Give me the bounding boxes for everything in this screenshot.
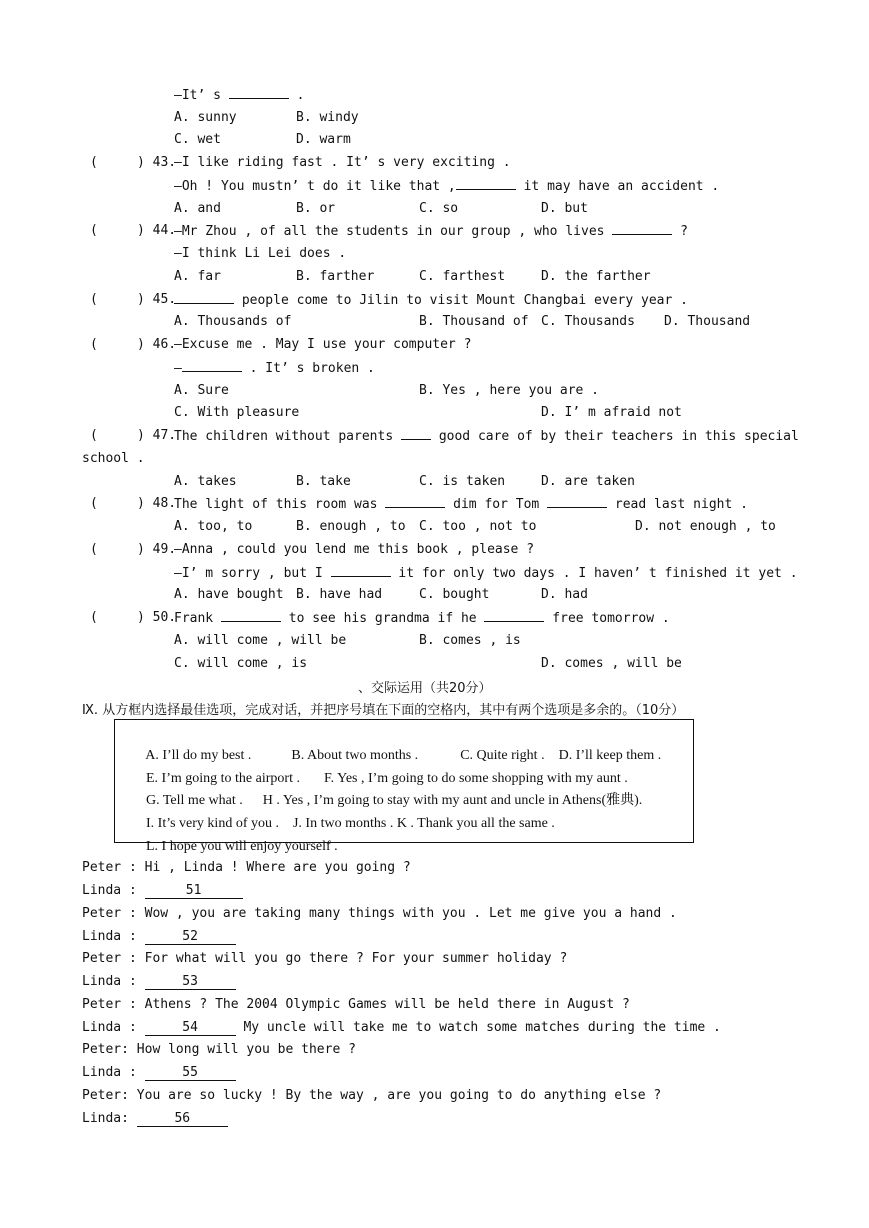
answer-blank-56[interactable]: 56	[137, 1111, 228, 1127]
q44-blank[interactable]	[612, 222, 672, 235]
speaker: Linda:	[82, 1111, 129, 1126]
q48-option-c: C. too , not to	[419, 519, 537, 534]
q46-blank[interactable]	[182, 359, 242, 372]
q45-option-d: D. Thousand	[664, 314, 751, 329]
option-e: E. I’m going to the airport .	[146, 771, 300, 786]
q42-prompt: —It’ s	[174, 88, 221, 103]
dialogue-text: How long will you be there ?	[136, 1042, 356, 1057]
q47-option-a: A. takes	[174, 474, 237, 489]
q44-line2: —I think Li Lei does .	[174, 246, 347, 261]
q48-line1-c: read last night .	[614, 497, 748, 512]
q47-number: ( ) 47.	[90, 428, 177, 443]
option-a: A. I’ll do my best .	[145, 748, 252, 763]
q48-option-a: A. too, to	[174, 519, 253, 534]
q42-option-a: A. sunny	[174, 110, 237, 125]
q44-option-d: D. the farther	[541, 269, 651, 284]
option-j-k: J. In two months . K . Thank you all the same .	[292, 816, 555, 831]
dialogue-text: For what will you go there ? For your summer holiday ?	[144, 951, 568, 966]
q48-line1-a: The light of this room was	[174, 497, 378, 512]
dialogue-text: Hi , Linda ! Where are you going ?	[144, 860, 411, 875]
q49-blank[interactable]	[331, 564, 391, 577]
q43-number: ( ) 43.	[90, 155, 177, 170]
dialogue-line	[82, 1064, 236, 1082]
dialogue-line	[82, 859, 411, 877]
q43-option-b: B. or	[296, 201, 336, 216]
dialogue-line	[82, 973, 236, 991]
dialogue-line	[82, 1110, 228, 1128]
option-d: D. I’ll keep them .	[558, 748, 662, 763]
q50-line1-c: free tomorrow .	[552, 611, 670, 626]
q50-option-a: A. will come , will be	[174, 633, 347, 648]
speaker: Linda :	[82, 1020, 137, 1035]
q44-line1	[174, 222, 688, 241]
dialogue-text: My uncle will take me to watch some matches during the time .	[243, 1020, 721, 1035]
q47-option-c: C. is taken	[419, 474, 506, 489]
q46-option-a: A. Sure	[174, 383, 229, 398]
q49-option-c: C. bought	[419, 587, 490, 602]
q49-line2-a: —I’ m sorry , but I	[174, 566, 323, 581]
q45-line1-b: people come to Jilin to visit Mount Changbai every year .	[241, 293, 688, 308]
q49-line2	[174, 564, 798, 583]
dialogue-text: Athens ? The 2004 Olympic Games will be held there in August ?	[144, 997, 630, 1012]
q50-line1	[174, 609, 670, 628]
q43-option-a: A. and	[174, 201, 221, 216]
section-instruction: Ⅸ. 从方框内选择最佳选项，完成对话，并把序号填在下面的空格内，其中有两个选项是多余的。（10分）	[82, 703, 685, 718]
q45-option-b: B. Thousand of	[419, 314, 529, 329]
q48-line1-b: dim for Tom	[453, 497, 540, 512]
q45-number: ( ) 45.	[90, 292, 177, 307]
speaker: Peter :	[82, 860, 137, 875]
q49-number: ( ) 49.	[90, 542, 177, 557]
q45-option-c: C. Thousands	[541, 314, 635, 329]
q47-line2: school .	[82, 451, 145, 466]
q46-line1: —Excuse me . May I use your computer ?	[174, 337, 472, 352]
speaker: Peter :	[82, 906, 137, 921]
option-b: B. About two months .	[291, 748, 419, 763]
q46-option-b: B. Yes , here you are .	[419, 383, 600, 398]
q50-line1-b: to see his grandma if he	[288, 611, 477, 626]
answer-blank-52[interactable]: 52	[145, 929, 236, 945]
q45-line1	[174, 291, 688, 310]
option-g: G. Tell me what .	[146, 793, 243, 808]
dialogue-line	[82, 996, 630, 1014]
q43-option-c: C. so	[419, 201, 459, 216]
speaker: Linda :	[82, 974, 137, 989]
q50-option-b: B. comes , is	[419, 633, 521, 648]
answer-blank-51[interactable]: 51	[145, 883, 243, 899]
q49-option-a: A. have bought	[174, 587, 284, 602]
q49-option-b: B. have had	[296, 587, 383, 602]
speaker: Linda :	[82, 883, 137, 898]
q49-option-d: D. had	[541, 587, 588, 602]
q42-option-b: B. windy	[296, 110, 359, 125]
q49-line1: —Anna , could you lend me this book , please ?	[174, 542, 535, 557]
option-c: C. Quite right .	[460, 748, 545, 763]
dialogue-text: Wow , you are taking many things with you . Let me give you a hand .	[144, 906, 677, 921]
q48-line1	[174, 495, 748, 514]
q43-line2-a: —Oh ! You mustn’ t do it like that ,	[174, 179, 456, 194]
q48-number: ( ) 48.	[90, 496, 177, 511]
dialogue-line	[82, 905, 677, 923]
dialogue-line	[82, 1019, 721, 1037]
section-title: 、交际运用（共20分）	[358, 681, 492, 696]
q44-option-c: C. farthest	[419, 269, 506, 284]
q50-line1-a: Frank	[174, 611, 214, 626]
q44-number: ( ) 44.	[90, 223, 177, 238]
option-l: L. I hope you will enjoy yourself .	[146, 839, 338, 854]
q46-number: ( ) 46.	[90, 337, 177, 352]
q44-line1-b: ?	[680, 224, 688, 239]
q48-option-d: D. not enough , to	[635, 519, 776, 534]
answer-blank-53[interactable]: 53	[145, 974, 236, 990]
q49-line2-b: it for only two days . I haven’ t finished it yet .	[398, 566, 798, 581]
q44-option-a: A. far	[174, 269, 221, 284]
q43-line2	[174, 177, 719, 196]
q43-line2-b: it may have an accident .	[523, 179, 720, 194]
q47-option-d: D. are taken	[541, 474, 635, 489]
q50-number: ( ) 50.	[90, 610, 177, 625]
dialogue-line	[82, 950, 567, 968]
q48-blank-2[interactable]	[547, 495, 607, 508]
dialogue-text: You are so lucky ! By the way , are you going to do anything else ?	[136, 1088, 662, 1103]
answer-blank-54[interactable]: 54	[145, 1020, 236, 1036]
speaker: Peter :	[82, 997, 137, 1012]
q46-line2	[174, 359, 375, 378]
answer-blank-55[interactable]: 55	[145, 1065, 236, 1081]
option-i: I. It’s very kind of you .	[146, 816, 279, 831]
options-box	[114, 719, 694, 854]
q42-blank[interactable]	[229, 86, 289, 99]
q47-blank[interactable]	[401, 427, 431, 440]
speaker: Linda :	[82, 1065, 137, 1080]
q46-line2-a: —	[174, 361, 182, 376]
q43-blank[interactable]	[456, 177, 516, 190]
q50-blank-2[interactable]	[484, 609, 544, 622]
q47-option-b: B. take	[296, 474, 351, 489]
speaker: Linda :	[82, 929, 137, 944]
option-f: F. Yes , I’m going to do some shopping with my aunt .	[323, 771, 628, 786]
q50-blank-1[interactable]	[221, 609, 281, 622]
q42-option-d: D. warm	[296, 132, 351, 147]
q44-line1-a: —Mr Zhou , of all the students in our group , who lives	[174, 224, 605, 239]
option-h: H . Yes , I’m going to stay with my aunt and uncle in Athens(雅典).	[262, 793, 643, 808]
q43-option-d: D. but	[541, 201, 588, 216]
q44-option-b: B. farther	[296, 269, 375, 284]
q46-option-c: C. With pleasure	[174, 405, 300, 420]
q47-line1-a: The children without parents	[174, 429, 394, 444]
dialogue-line	[82, 1041, 356, 1059]
q50-option-d: D. comes , will be	[541, 656, 682, 671]
q43-line1: —I like riding fast . It’ s very exciting .	[174, 155, 511, 170]
q47-line1	[174, 427, 799, 446]
dialogue-line	[82, 1087, 661, 1105]
q50-option-c: C. will come , is	[174, 656, 308, 671]
q47-line1-b: good care of by their teachers in this special	[438, 429, 799, 444]
q48-blank-1[interactable]	[385, 495, 445, 508]
q45-option-a: A. Thousands of	[174, 314, 292, 329]
q46-line2-b: . It’ s broken .	[249, 361, 375, 376]
q46-option-d: D. I’ m afraid not	[541, 405, 682, 420]
speaker: Peter :	[82, 951, 137, 966]
dialogue-line	[82, 928, 236, 946]
q42-prompt-line: —It’ s .	[174, 88, 305, 103]
q45-blank[interactable]	[174, 291, 234, 304]
q42-option-c: C. wet	[174, 132, 221, 147]
speaker: Peter:	[82, 1042, 129, 1057]
q48-option-b: B. enough , to	[296, 519, 406, 534]
dialogue-line	[82, 882, 243, 900]
speaker: Peter:	[82, 1088, 129, 1103]
